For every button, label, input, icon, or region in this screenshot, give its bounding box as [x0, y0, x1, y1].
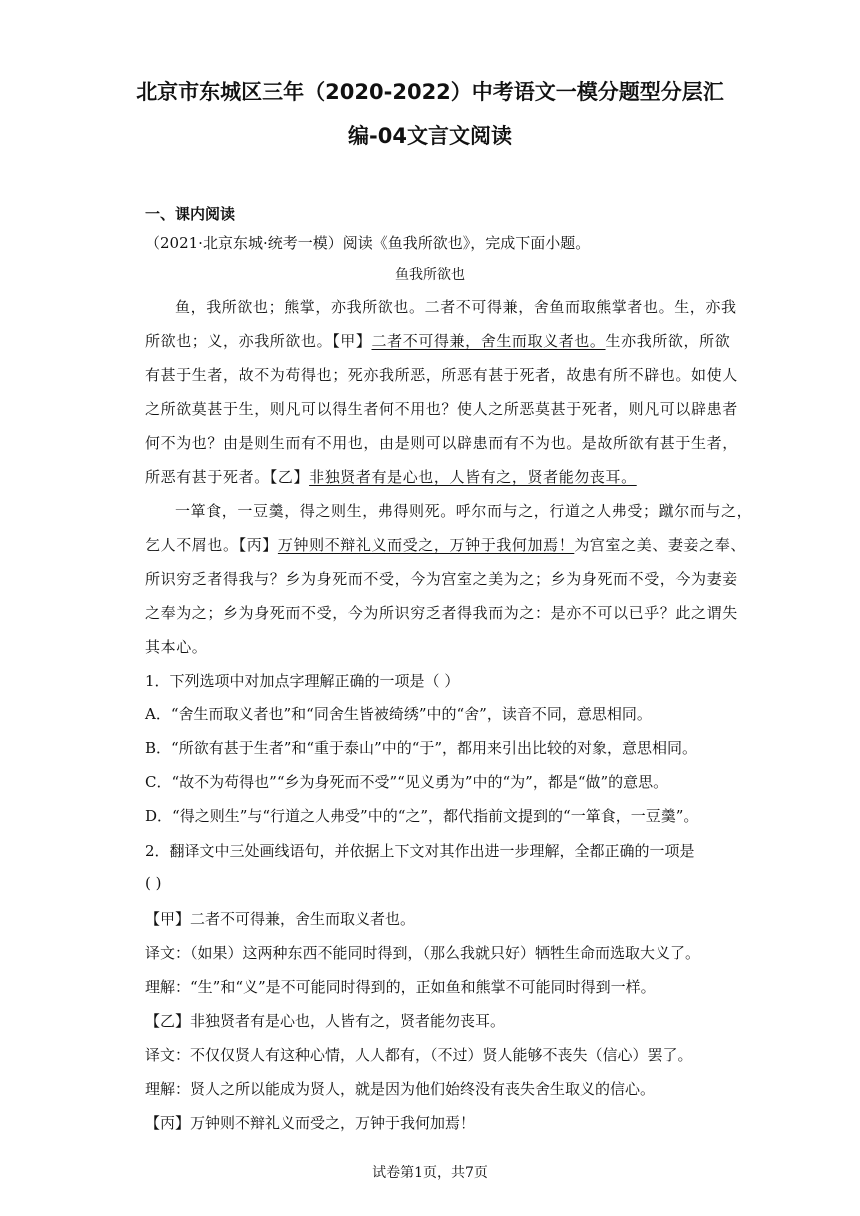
document-title-line-1: 北京市东城区三年（2020-2022）中考语文一模分题型分层汇 [136, 80, 724, 104]
passage-line: 所欲也；义，亦我所欲也。【甲】二者不可得兼，舍生而取义者也。生亦我所欲，所欲 [145, 332, 731, 350]
sentence-yi: 【乙】非独贤者有是心也，人皆有之，贤者能勿丧耳。 [145, 1012, 506, 1030]
passage-line: 乞人不屑也。【丙】万钟则不辩礼义而受之，万钟于我何加焉！为宫室之美、妻妾之奉、 [145, 536, 746, 554]
page-footer: 试卷第1页，共7页 [372, 1165, 488, 1181]
underlined-sentence-bing: 万钟则不辩礼义而受之，万钟于我何加焉！ [277, 536, 575, 554]
document-title-line-2: 编-04文言文阅读 [348, 124, 512, 148]
option-b: B．“所欲有甚于生者”和“重于泰山”中的“于”，都用来引出比较的对象，意思相同。 [145, 739, 698, 757]
option-a: A．“舍生而取义者也”和“同舍生皆被绮绣”中的“舍”，读音不同，意思相同。 [145, 705, 652, 723]
source-line: （2021·北京东城·统考一模）阅读《鱼我所欲也》，完成下面小题。 [145, 234, 591, 252]
passage-line: 其本心。 [145, 638, 208, 656]
question-stem: 1．下列选项中对加点字理解正确的一项是（ ） [145, 672, 460, 690]
underlined-sentence-jia: 二者不可得兼，舍生而取义者也。 [371, 332, 606, 350]
passage-line: 之所欲莫甚于生，则凡可以得生者何不用也？使人之所恶莫甚于死者，则凡可以辟患者 [145, 400, 738, 418]
passage-line: 鱼，我所欲也；熊掌，亦我所欲也。二者不可得兼，舍鱼而取熊掌者也。生，亦我 [175, 298, 737, 316]
option-c: C．“故不为苟得也”“乡为身死而不受”“见义勇为”中的“为”，都是“做”的意思。 [145, 773, 669, 791]
passage-title: 鱼我所欲也 [395, 267, 465, 283]
passage-line: 何不为也？由是则生而有不用也，由是则可以辟患而有不为也。是故所欲有甚于生者， [145, 434, 738, 452]
understanding-jia: 理解：“生”和“义”是不可能同时得到的，正如鱼和熊掌不可能同时得到一样。 [145, 978, 656, 996]
translation-yi: 译文：不仅仅贤人有这种心情，人人都有，（不过）贤人能够不丧失（信心）罢了。 [145, 1046, 693, 1064]
section-heading: 一、课内阅读 [145, 205, 236, 223]
passage-line: 之奉为之；乡为身死而不受，今为所识穷乏者得我而为之：是亦不可以已乎？此之谓失 [145, 604, 738, 622]
understanding-yi: 理解：贤人之所以能成为贤人，就是因为他们始终没有丧失舍生取义的信心。 [145, 1080, 656, 1098]
underlined-sentence-yi: 非独贤者有是心也，人皆有之，贤者能勿丧耳。 [309, 468, 637, 486]
passage-line: 有甚于生者，故不为苟得也；死亦我所恶，所恶有甚于死者，故患有所不辟也。如使人 [145, 366, 738, 384]
sentence-bing: 【丙】万钟则不辩礼义而受之，万钟于我何加焉！ [145, 1114, 476, 1132]
sentence-jia: 【甲】二者不可得兼，舍生而取义者也。 [145, 910, 416, 928]
passage-line: 一箪食，一豆羹，得之则生，弗得则死。呼尔而与之，行道之人弗受；蹴尔而与之， [175, 502, 753, 520]
answer-paren: ( ) [145, 874, 162, 892]
passage-line: 所识穷乏者得我与？乡为身死而不受，今为宫室之美为之；乡为身死而不受，今为妻妾 [145, 570, 738, 588]
translation-jia: 译文：（如果）这两种东西不能同时得到，（那么我就只好）牺牲生命而选取大义了。 [145, 944, 701, 962]
passage-line: 所恶有甚于死者。【乙】非独贤者有是心也，人皆有之，贤者能勿丧耳。 [145, 468, 637, 486]
question-stem: 2．翻译文中三处画线语句，并依据上下文对其作出进一步理解，全都正确的一项是 [145, 842, 695, 860]
option-d: D．“得之则生”与“行道之人弗受”中的“之”，都代指前文提到的“一箪食，一豆羹”。 [145, 807, 699, 825]
